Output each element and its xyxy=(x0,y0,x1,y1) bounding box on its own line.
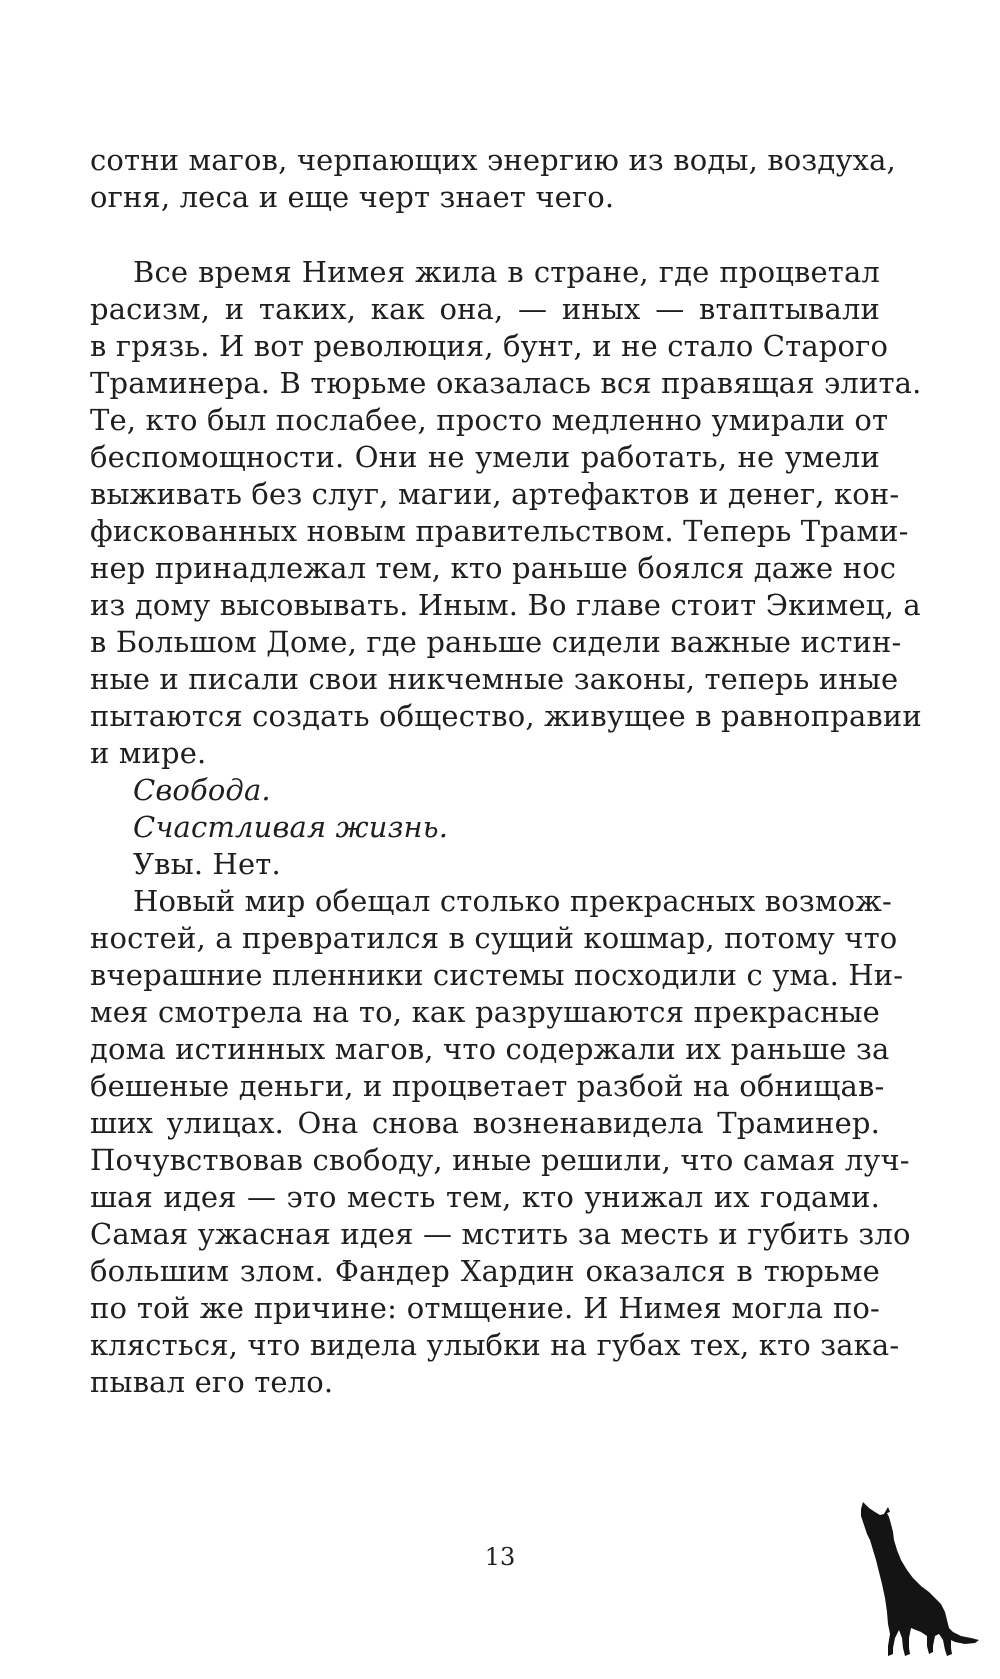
text-line: Траминера. В тюрьме оказалась вся правящая элита. xyxy=(90,366,922,400)
text-line: пывал его тело. xyxy=(90,1365,334,1399)
text-line: по той же причине: отмщение. И Нимея могла по- xyxy=(90,1291,880,1325)
text-line: мея смотрела на то, как разрушаются прекрасные xyxy=(90,995,880,1029)
page-number: 13 xyxy=(484,1543,516,1571)
text-line: Самая ужасная идея — мстить за месть и губить зло xyxy=(90,1217,911,1251)
howling-wolf-icon xyxy=(855,1500,983,1658)
text-line: ностей, а превратился в сущий кошмар, потому что xyxy=(90,921,898,955)
text-line: в грязь. И вот революция, бунт, и не стало Старого xyxy=(90,329,889,363)
text-line: ные и писали свои никчемные законы, теперь иные xyxy=(90,662,899,696)
text-line: Почувствовав свободу, иные решили, что самая луч- xyxy=(90,1143,910,1177)
text-line: шая идея — это месть тем, кто унижал их годами. xyxy=(90,1180,880,1214)
text-line: в Большом Доме, где раньше сидели важные истин- xyxy=(90,625,902,659)
text-line: бешеные деньги, и процветает разбой на обнищав- xyxy=(90,1069,885,1103)
text-line: беспомощности. Они не умели работать, не умели xyxy=(90,440,880,474)
text-line: и мире. xyxy=(90,736,207,770)
text-line: Увы. Нет. xyxy=(133,847,281,881)
italic-line: Свобода. xyxy=(133,773,271,807)
text-line: сотни магов, черпающих энергию из воды, воздуха, xyxy=(90,143,896,177)
text-line: ших улицах. Она снова возненавидела Траминер. xyxy=(90,1106,880,1140)
text-line: клясться, что видела улыбки на губах тех, кто зака- xyxy=(90,1328,900,1362)
text-line: пытаются создать общество, живущее в равноправии xyxy=(90,699,922,733)
text-line: нер принадлежал тем, кто раньше боялся даже нос xyxy=(90,551,897,585)
text-line: выживать без слуг, магии, артефактов и денег, кон- xyxy=(90,477,900,511)
text-line: из дому высовывать. Иным. Во главе стоит Экимец, а xyxy=(90,588,921,622)
text-line: большим злом. Фандер Хардин оказался в тюрьме xyxy=(90,1254,880,1288)
text-line: Все время Нимея жила в стране, где процветал xyxy=(133,255,880,289)
text-line: фискованных новым правительством. Теперь Трами- xyxy=(90,514,909,548)
italic-line: Счастливая жизнь. xyxy=(133,810,449,844)
text-line: Те, кто был послабее, просто медленно умирали от xyxy=(90,403,889,437)
text-line: огня, леса и еще черт знает чего. xyxy=(90,180,615,214)
text-line: дома истинных магов, что содержали их раньше за xyxy=(90,1032,890,1066)
text-line: Новый мир обещал столько прекрасных возмож- xyxy=(133,884,892,918)
text-line: расизм, и таких, как она, — иных — втаптывали xyxy=(90,292,880,326)
text-line: вчерашние пленники системы посходили с ума. Ни- xyxy=(90,958,904,992)
